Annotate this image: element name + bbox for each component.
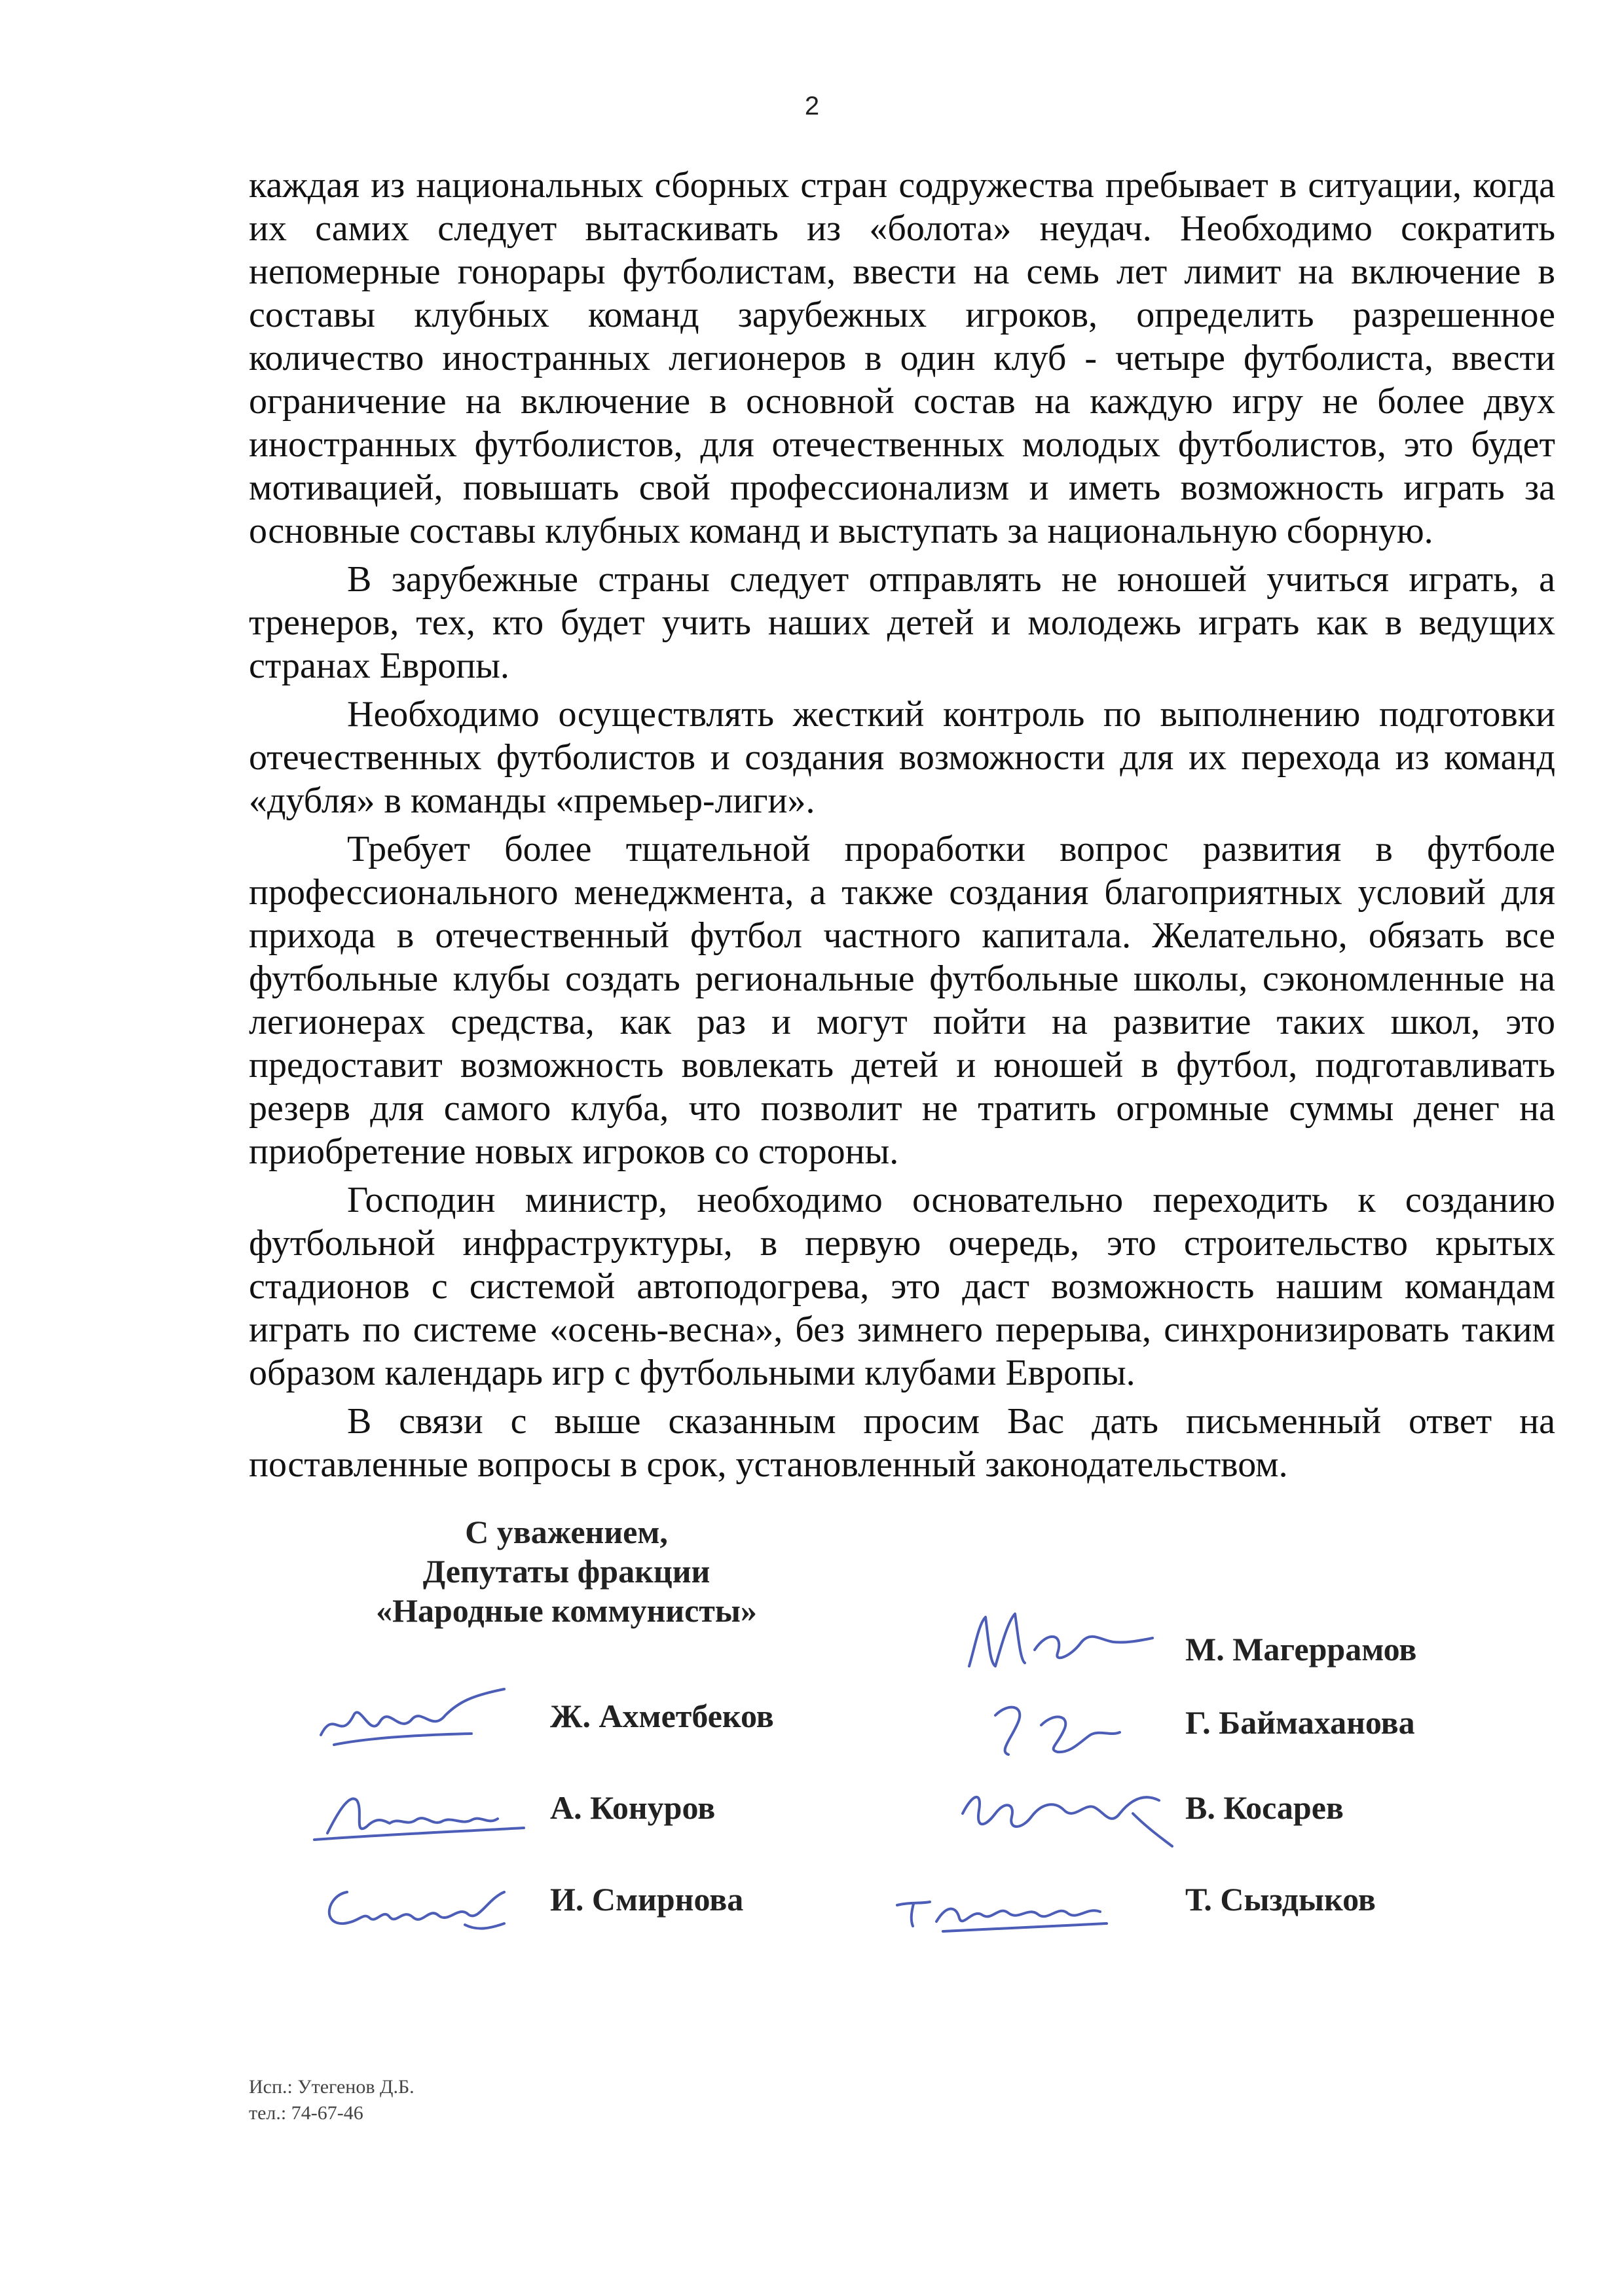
closing-regards: С уважением, bbox=[465, 1514, 668, 1550]
signer-right-4 bbox=[884, 1866, 1539, 1925]
signer-name: Ж. Ахметбеков bbox=[550, 1698, 774, 1734]
signer-right-3 bbox=[950, 1774, 1539, 1833]
signer-name: Т. Сыздыков bbox=[1185, 1881, 1376, 1918]
signature-icon bbox=[950, 1604, 1225, 1683]
signature-icon bbox=[308, 1683, 583, 1761]
executor-line: Исп.: Утегенов Д.Б. bbox=[249, 2076, 415, 2098]
signer-right-2 bbox=[950, 1689, 1539, 1748]
paragraph-3: Необходимо осуществлять жесткий контроль по выполнению подготовки отечественных футболистов и создания возможности для их перехода из команд «дубля» в команды «премьер-лиги». bbox=[249, 694, 1555, 821]
phone-line: тел.: 74-67-46 bbox=[249, 2102, 363, 2124]
signer-name: В. Косарев bbox=[1185, 1789, 1344, 1826]
paragraph-6: В связи с выше сказанным просим Вас дать письменный ответ на поставленные вопросы в срок, установленный законодательством. bbox=[249, 1401, 1555, 1485]
signature-icon bbox=[308, 1866, 583, 1944]
executor-footer bbox=[249, 2074, 415, 2126]
closing-block bbox=[308, 1512, 825, 1630]
signer-name: М. Магеррамов bbox=[1185, 1631, 1417, 1667]
page-number: 2 bbox=[804, 92, 820, 120]
signer-name: И. Смирнова bbox=[550, 1881, 744, 1918]
signer-right-1 bbox=[950, 1604, 1539, 1667]
signer-left-2 bbox=[308, 1774, 832, 1833]
signer-left-3 bbox=[308, 1866, 832, 1925]
closing-faction-name: «Народные коммунисты» bbox=[376, 1592, 757, 1629]
paragraph-1: каждая из национальных сборных стран содружества пребывает в ситуации, когда их самих следует вытаскивать из «болота» неудач. Необходимо сократить непомерные гонорары футболистам, ввести на семь лет лимит на включение в составы клубных команд зарубежных игроков, определить разрешенное количество иностранных легионеров в один клуб - четыре футболиста, ввести ограничение на включение в основной состав на каждую игру не более двух иностранных футболистов, для отечественных молодых футболистов, это будет мотивацией, повышать свой профессионализм и иметь возможность играть за основные составы клубных команд и выступать за национальную сборную. bbox=[249, 165, 1555, 551]
closing-faction-title: Депутаты фракции bbox=[422, 1553, 710, 1590]
paragraph-5: Господин министр, необходимо основательно переходить к созданию футбольной инфраструктуры, в первую очередь, это строительство крытых стадионов с системой автоподогрева, это даст возможность нашим командам играть по системе «осень-весна», без зимнего перерыва, синхронизировать таким образом календарь игр с футбольными клубами Европы. bbox=[249, 1180, 1555, 1393]
signer-name: Г. Баймаханова bbox=[1185, 1704, 1415, 1741]
letter-body bbox=[249, 164, 1555, 1491]
signature-icon bbox=[308, 1774, 583, 1853]
signer-left-1 bbox=[308, 1683, 832, 1741]
signature-icon bbox=[884, 1866, 1159, 1944]
signature-icon bbox=[950, 1774, 1225, 1853]
signer-name: А. Конуров bbox=[550, 1789, 716, 1826]
paragraph-2: В зарубежные страны следует отправлять не юношей учиться играть, а тренеров, тех, кто будет учить наших детей и молодежь играть как в ведущих странах Европы. bbox=[249, 559, 1555, 686]
paragraph-4: Требует более тщательной проработки вопрос развития в футболе профессионального менеджмента, а также создания благоприятных условий для прихода в отечественный футбол частного капитала. Желательно, обязать все футбольные клубы создать региональные футбольные школы, сэкономленные на легионерах средства, как раз и могут пойти на развитие таких школ, это предоставит возможность вовлекать детей и юношей в футбол, подготавливать резерв для самого клуба, что позволит не тратить огромные суммы денег на приобретение новых игроков со стороны. bbox=[249, 829, 1555, 1172]
signature-icon bbox=[950, 1689, 1225, 1768]
